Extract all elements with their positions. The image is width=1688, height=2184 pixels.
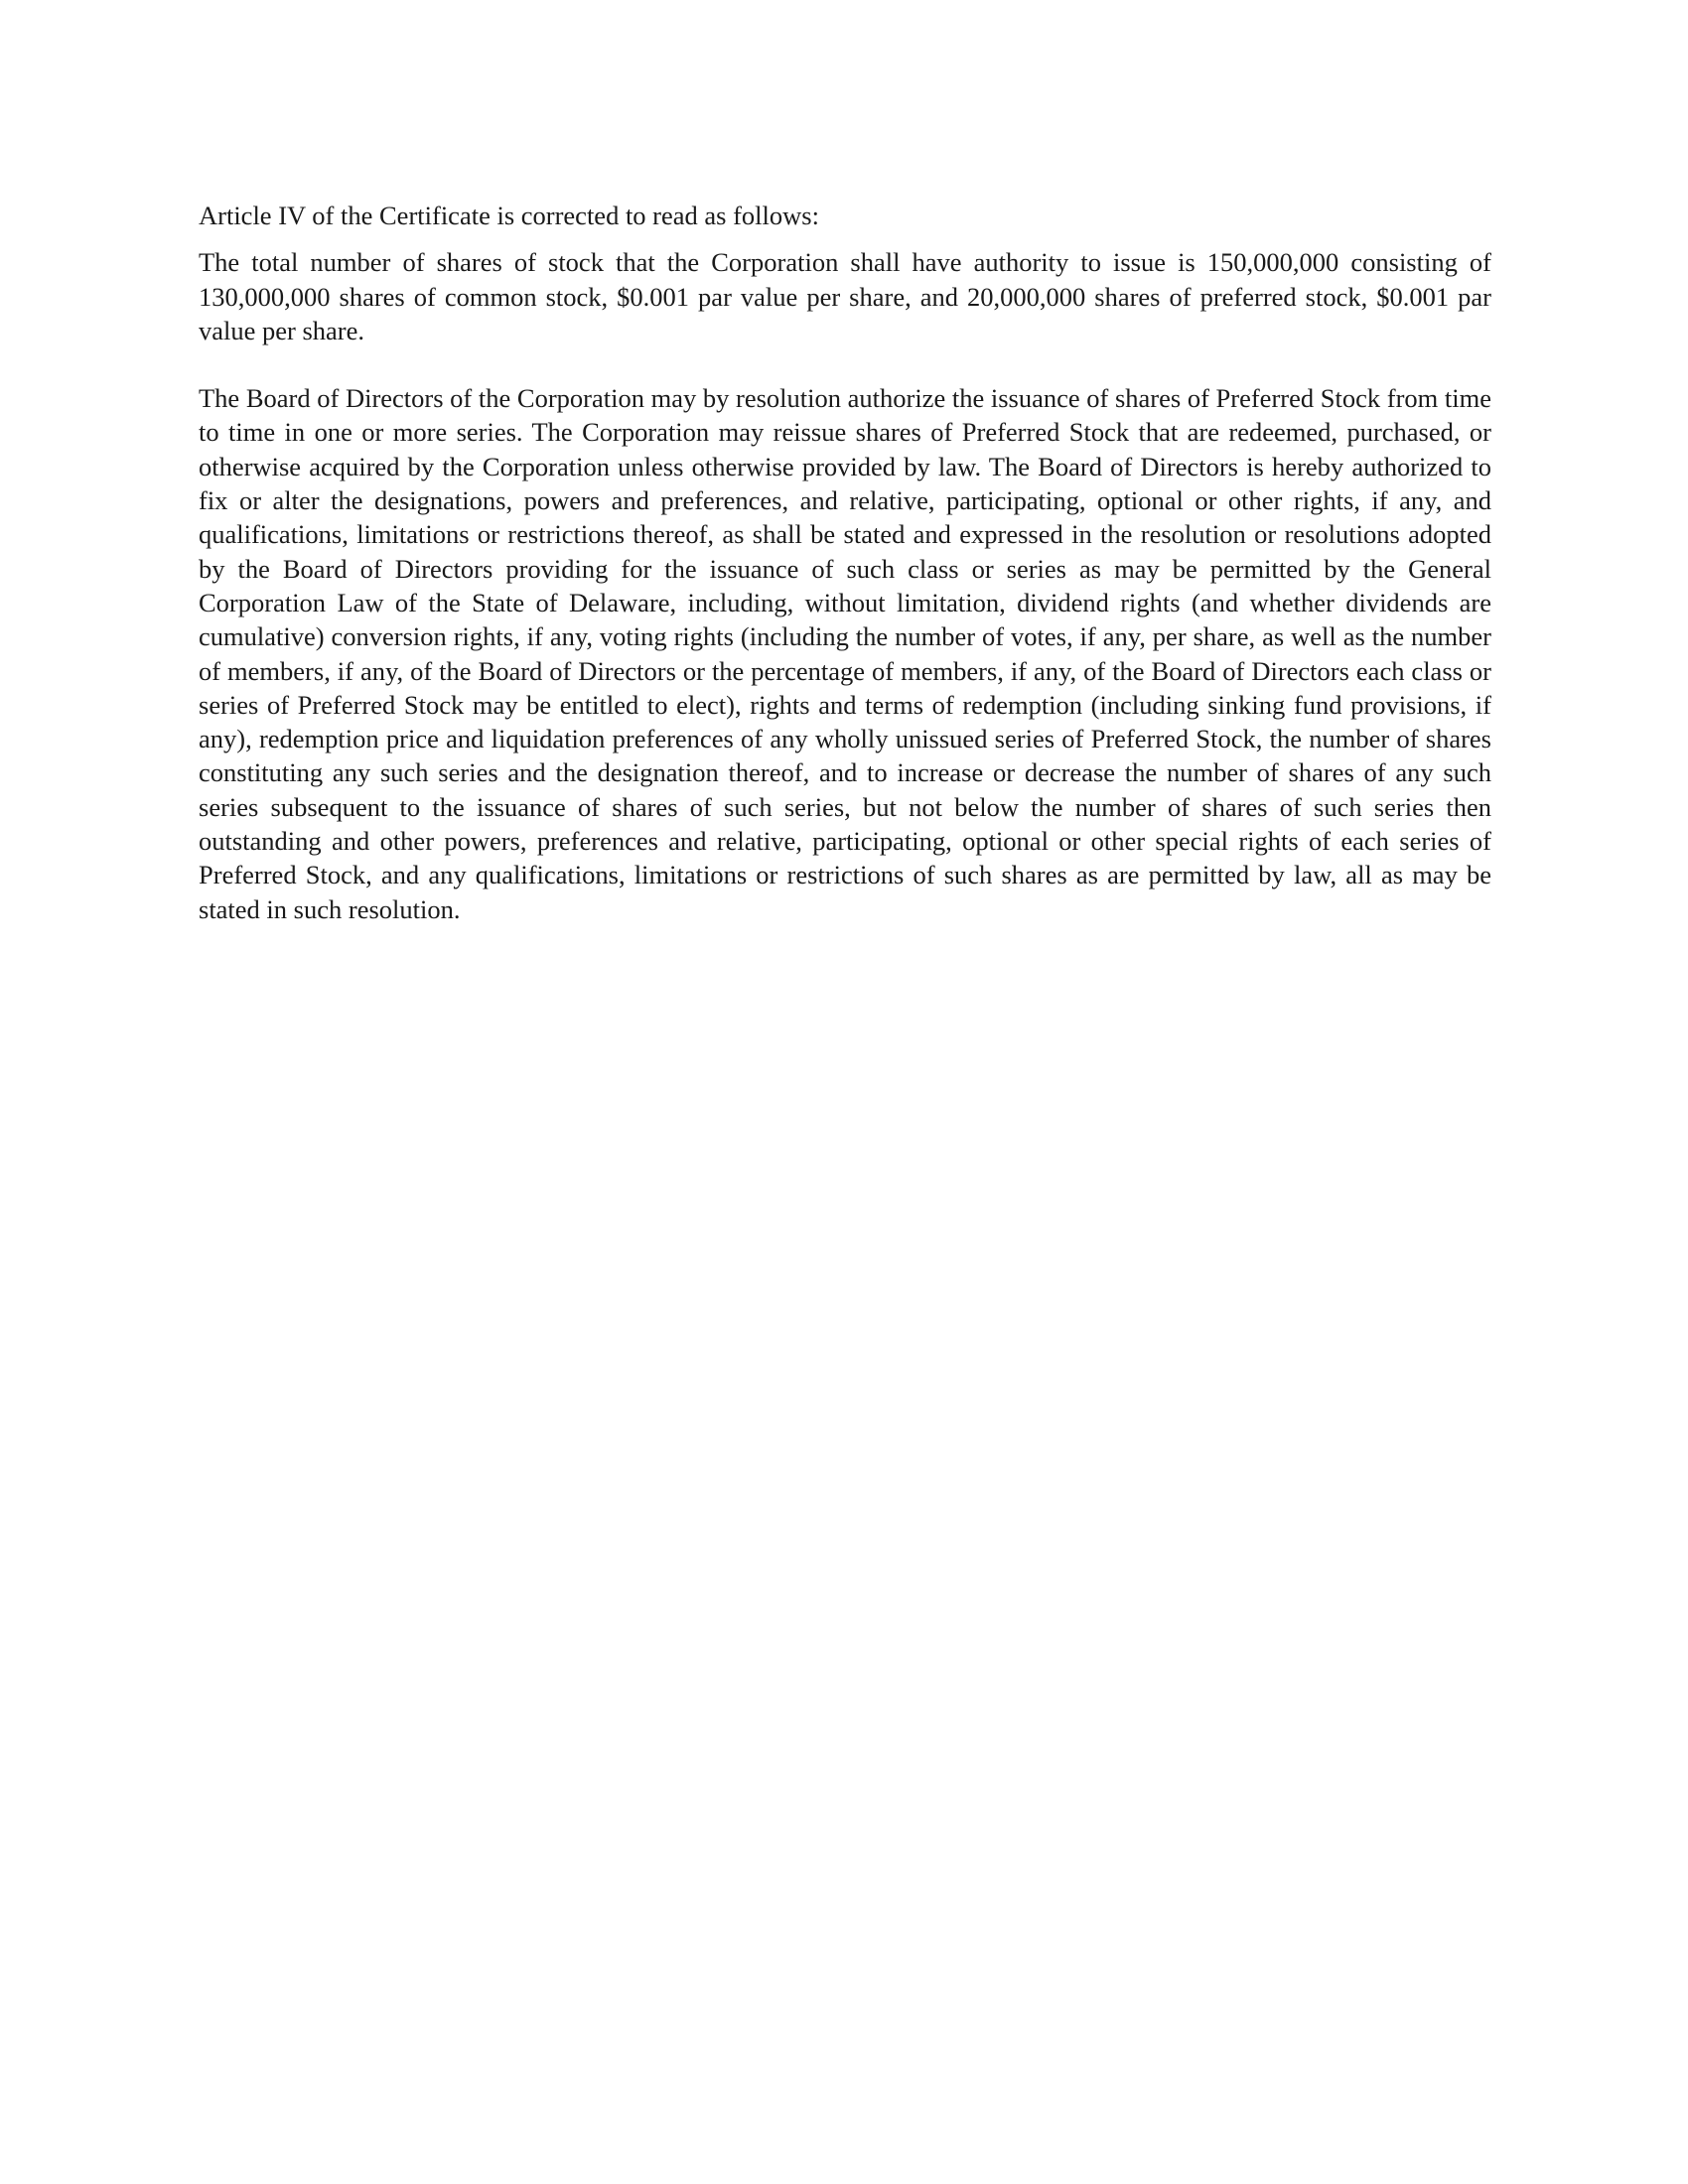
paragraph-spacer	[199, 347, 1491, 381]
document-body	[199, 199, 1491, 926]
article-heading-line: Article IV of the Certificate is corrected to read as follows:	[199, 201, 819, 230]
paragraph-preferred-stock: The Board of Directors of the Corporation may by resolution authorize the issuance of shares of Preferred Stock from time to time in one or more series. The Corporation may reissue shares of Preferred Stock that are redeemed, purchased, or otherwise acquired by the Corporation unless otherwise provided by law. The Board of Directors is hereby authorized to fix or alter the designations, powers and preferences, and relative, participating, optional or other rights, if any, and qualifications, limitations or restrictions thereof, as shall be stated and expressed in the resolution or resolutions adopted by the Board of Directors providing for the issuance of such class or series as may be permitted by the General Corporation Law of the State of Delaware, including, without limitation, dividend rights (and whether dividends are cumulative) conversion rights, if any, voting rights (including the number of votes, if any, per share, as well as the number of members, if any, of the Board of Directors or the percentage of members, if any, of the Board of Directors each class or series of Preferred Stock may be entitled to elect), rights and terms of redemption (including sinking fund provisions, if any), redemption price and liquidation preferences of any wholly unissued series of Preferred Stock, the number of shares constituting any such series and the designation thereof, and to increase or decrease the number of shares of any such series subsequent to the issuance of shares of such series, but not below the number of shares of such series then outstanding and other powers, preferences and relative, participating, optional or other special rights of each series of Preferred Stock, and any qualifications, limitations or restrictions of such shares as are permitted by law, all as may be stated in such resolution.	[199, 383, 1491, 924]
paragraph-authorized-shares: The total number of shares of stock that the Corporation shall have authority to issue is 150,000,000 consisting of 130,000,000 shares of common stock, $0.001 par value per share, and 20,000,000 shares of preferred stock, $0.001 par value per share.	[199, 247, 1491, 345]
